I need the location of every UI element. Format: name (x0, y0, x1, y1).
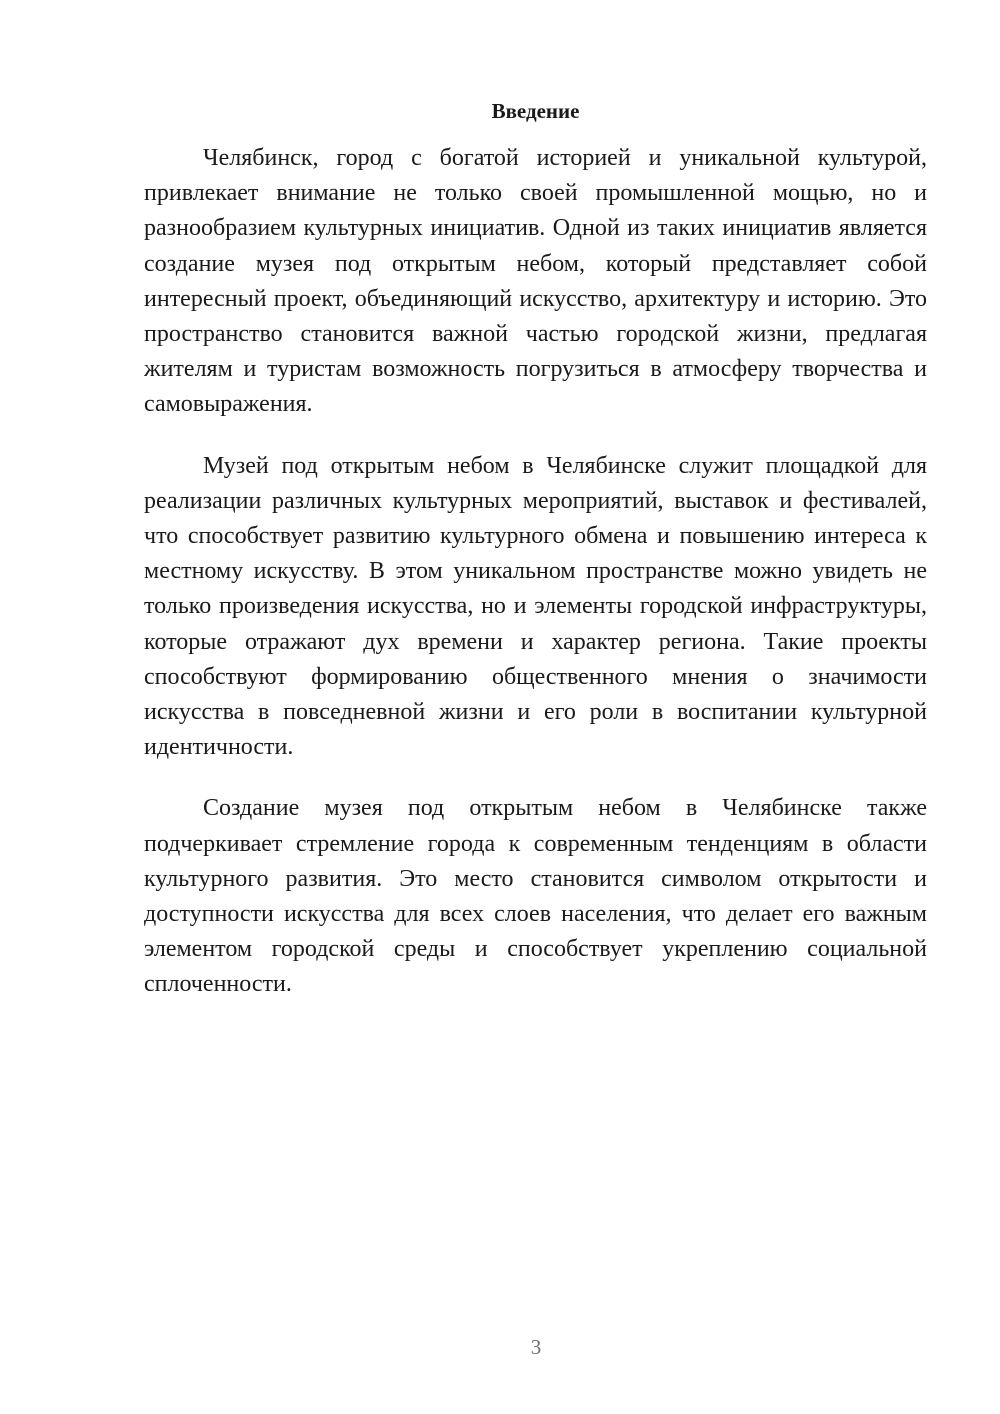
section-heading: Введение (491, 99, 580, 123)
body-text (144, 141, 927, 1029)
paragraph-3: Создание музея под открытым небом в Челябинске также подчеркивает стремление города к современным тенденциям в области культурного развития. Это место становится символом открытости и доступности искусства для всех слоев населения, что делает его важным элементом городской среды и способствует укреплению социальной сплоченности. (144, 795, 927, 998)
paragraph-1: Челябинск, город с богатой историей и уникальной культурой, привлекает внимание не только своей промышленной мощью, но и разнообразием культурных инициатив. Одной из таких инициатив является создание музея под открытым небом, который представляет собой интересный проект, объединяющий искусство, архитектуру и историю. Это пространство становится важной частью городской жизни, предлагая жителям и туристам возможность погрузиться в атмосферу творчества и самовыражения. (144, 145, 927, 418)
page-number: 3 (530, 1335, 542, 1359)
paragraph-2: Музей под открытым небом в Челябинске служит площадкой для реализации различных культурных мероприятий, выставок и фестивалей, что способствует развитию культурного обмена и повышению интереса к местному искусству. В этом уникальном пространстве можно увидеть не только произведения искусства, но и элементы городской инфраструктуры, которые отражают дух времени и характер региона. Такие проекты способствуют формированию общественного мнения о значимости искусства в повседневной жизни и его роли в воспитании культурной идентичности. (144, 452, 927, 761)
